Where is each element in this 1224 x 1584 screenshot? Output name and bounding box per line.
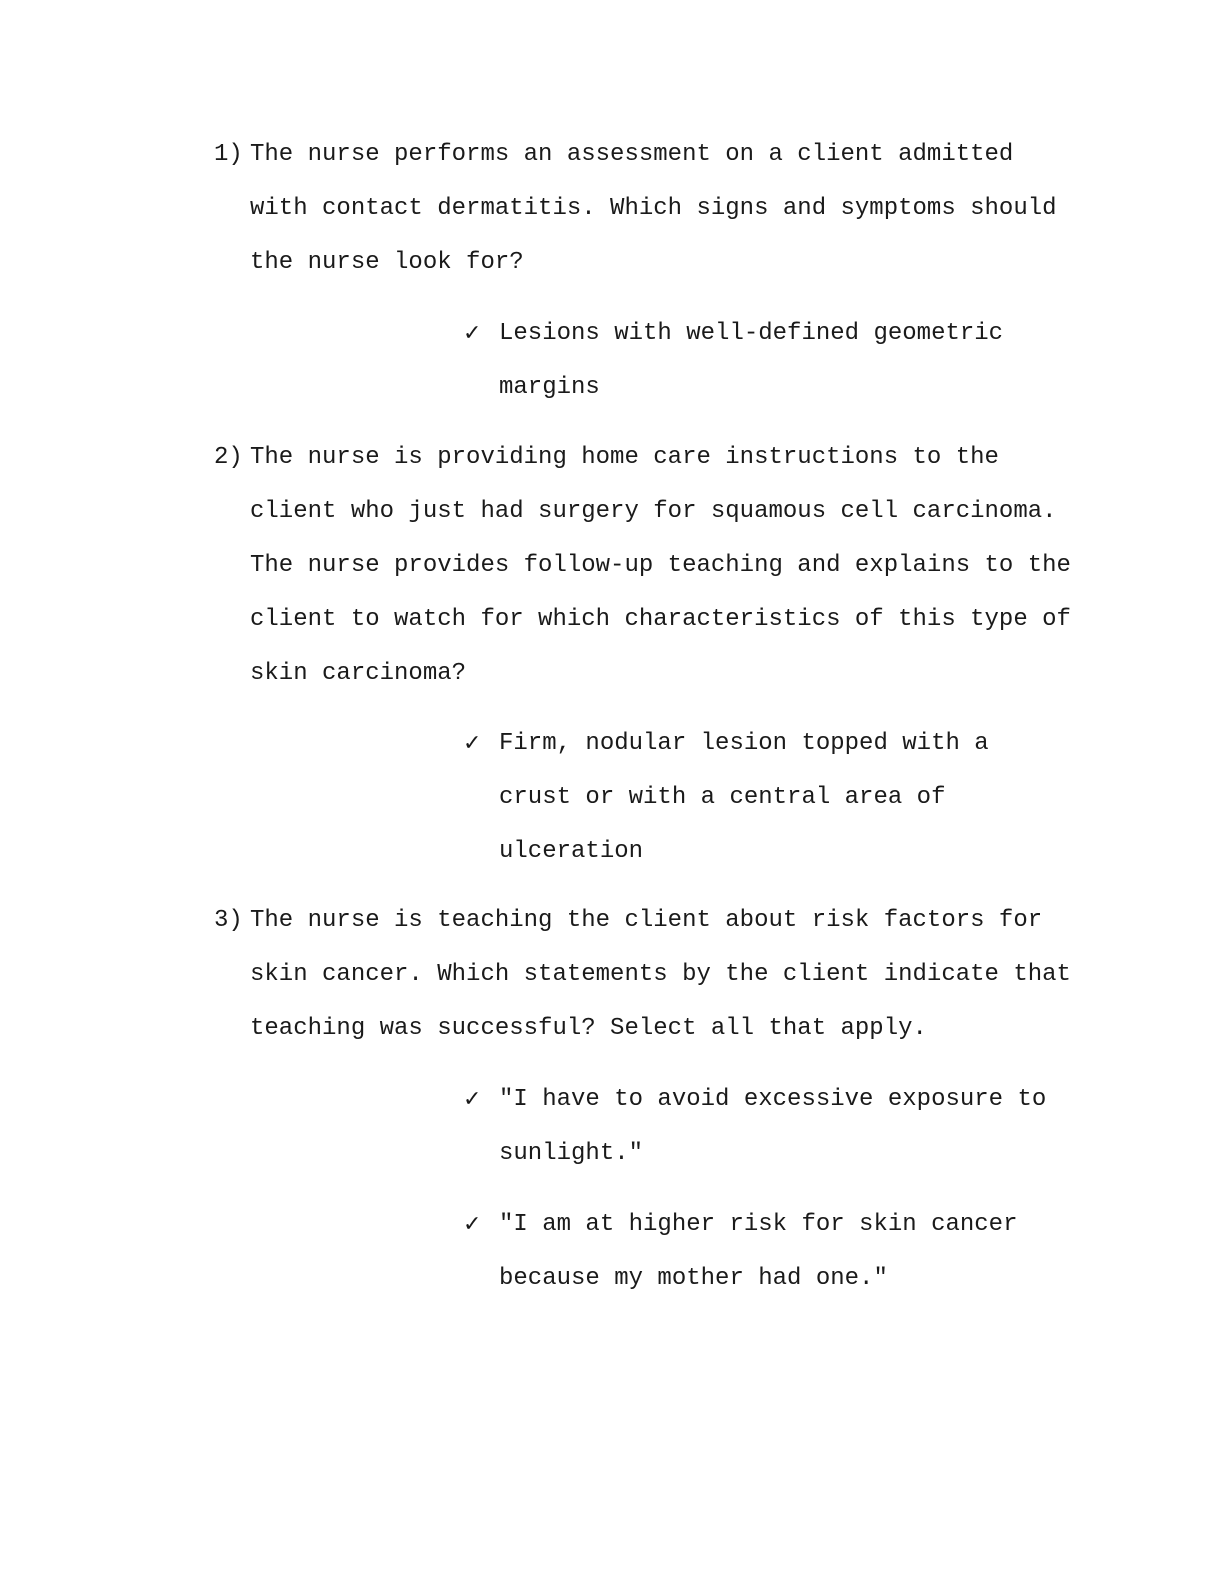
answer-text — [499, 717, 1063, 879]
check-icon: ✓ — [463, 731, 482, 756]
check-icon: ✓ — [463, 1087, 482, 1112]
question-line: teaching was successful? Select all that apply. — [250, 1015, 927, 1042]
answer-text — [499, 1073, 1063, 1181]
question-text — [250, 431, 1074, 701]
question-line: The nurse performs an assessment on a client admitted — [250, 141, 1014, 168]
question-line: The nurse is teaching the client about risk factors for — [250, 907, 1043, 934]
answer-line: because my mother had one." — [499, 1265, 888, 1292]
question-line: with contact dermatitis. Which signs and symptoms should — [250, 195, 1057, 222]
answer-line: margins — [499, 374, 600, 401]
check-icon: ✓ — [463, 321, 482, 346]
answer-1-1 — [463, 307, 1063, 415]
answer-line: Firm, nodular lesion topped with a — [499, 730, 989, 757]
answer-line: sunlight." — [499, 1140, 644, 1167]
answer-3-2 — [463, 1198, 1063, 1306]
question-number: 2) — [214, 444, 243, 471]
question-line: skin carcinoma? — [250, 660, 467, 687]
answer-line: crust or with a central area of — [499, 784, 946, 811]
answer-line: "I have to avoid excessive exposure to — [499, 1086, 1047, 1113]
question-line: client who just had surgery for squamous cell carcinoma. — [250, 498, 1057, 525]
question-line: the nurse look for? — [250, 249, 524, 276]
question-text — [250, 894, 1074, 1056]
question-3 — [214, 894, 1074, 1056]
question-text — [250, 128, 1074, 290]
answer-line: "I am at higher risk for skin cancer — [499, 1211, 1018, 1238]
answer-3-1 — [463, 1073, 1063, 1181]
question-line: The nurse is providing home care instructions to the — [250, 444, 999, 471]
question-1 — [214, 128, 1074, 290]
answer-text — [499, 1198, 1063, 1306]
answer-text — [499, 307, 1063, 415]
check-icon: ✓ — [463, 1212, 482, 1237]
answer-line: ulceration — [499, 838, 644, 865]
question-number: 1) — [214, 141, 243, 168]
question-line: The nurse provides follow-up teaching and explains to the — [250, 552, 1071, 579]
answer-2-1 — [463, 717, 1063, 879]
question-2 — [214, 431, 1074, 701]
question-number: 3) — [214, 907, 243, 934]
answer-line: Lesions with well-defined geometric — [499, 320, 1004, 347]
question-line: skin cancer. Which statements by the client indicate that — [250, 961, 1071, 988]
question-line: client to watch for which characteristics of this type of — [250, 606, 1071, 633]
